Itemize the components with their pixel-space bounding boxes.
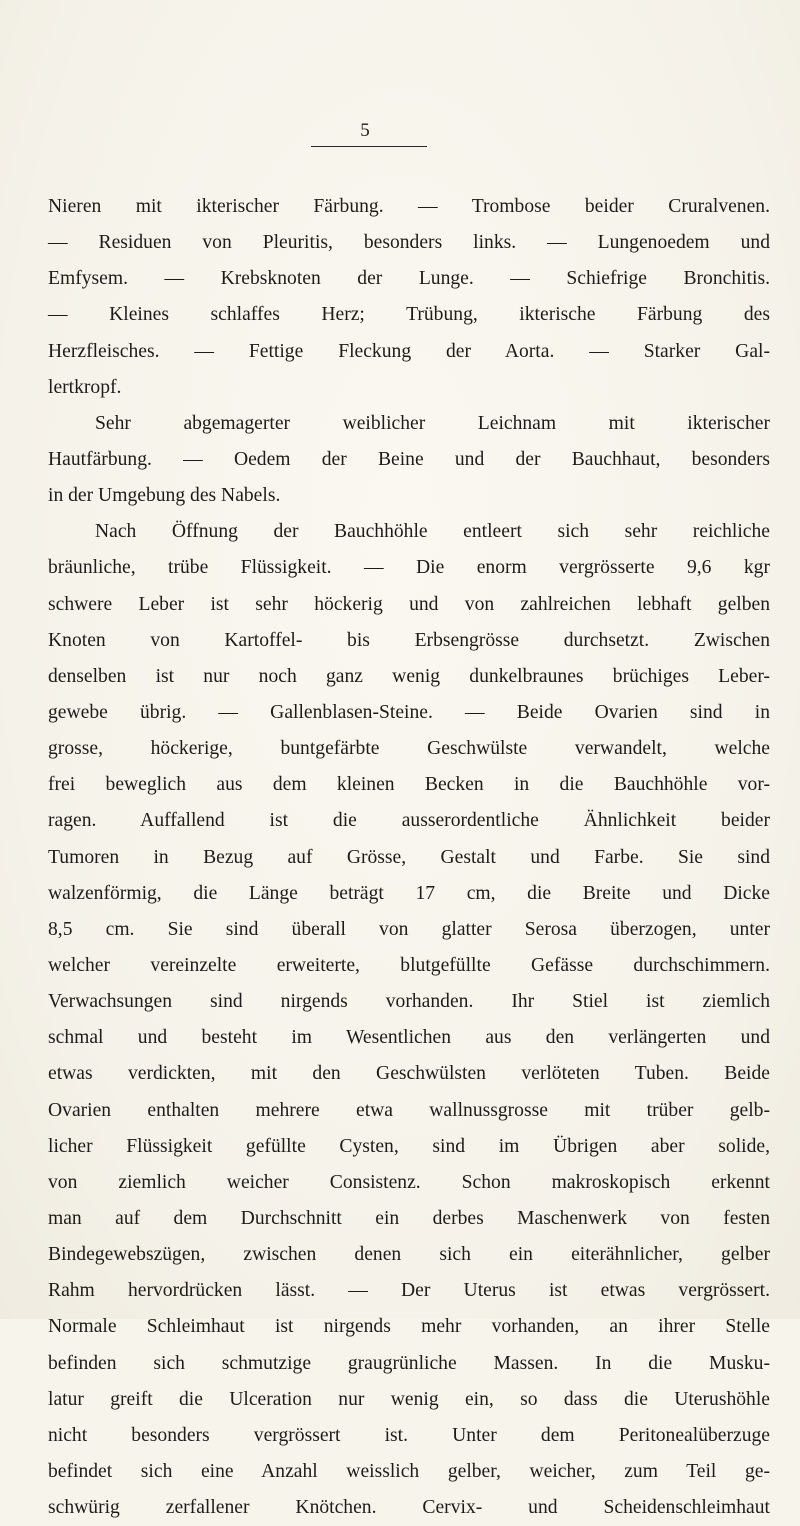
text-line: von ziemlich weicher Consistenz. Schon makroskopisch erkennt — [48, 1171, 770, 1193]
text-line: Normale Schleimhaut ist nirgends mehr vorhanden, an ihrer Stelle — [48, 1316, 770, 1338]
text-line: frei beweglich aus dem kleinen Becken in die Bauchhöhle vor- — [48, 774, 770, 796]
text-line: denselben ist nur noch ganz wenig dunkelbraunes brüchiges Leber- — [48, 665, 770, 687]
text-line: schwere Leber ist sehr höckerig und von zahlreichen lebhaft gelben — [48, 593, 770, 615]
text-line: Hautfärbung. — Oedem der Beine und der Bauchhaut, besonders — [48, 448, 770, 470]
header-rule — [311, 146, 427, 147]
text-line: Ovarien enthalten mehrere etwa wallnussgrosse mit trüber gelb- — [48, 1099, 770, 1121]
text-line: Sehr abgemagerter weiblicher Leichnam mit ikterischer — [95, 412, 770, 434]
text-line: walzenförmig, die Länge beträgt 17 cm, die Breite und Dicke — [48, 882, 770, 904]
page-number: 5 — [360, 120, 370, 141]
text-line: Nach Öffnung der Bauchhöhle entleert sich sehr reichliche — [95, 521, 770, 543]
body-text — [48, 189, 770, 1526]
text-line: Emfysem. — Krebsknoten der Lunge. — Schiefrige Bronchitis. — [48, 268, 770, 290]
paragraph — [48, 406, 770, 514]
text-line: befinden sich schmutzige graugrünliche Massen. In die Musku- — [48, 1352, 770, 1374]
paragraph — [48, 189, 770, 406]
text-line: schmal und besteht im Wesentlichen aus den verlängerten und — [48, 1027, 770, 1049]
text-line: Nieren mit ikterischer Färbung. — Trombose beider Cruralvenen. — [48, 196, 770, 217]
text-line: Rahm hervordrücken lässt. — Der Uterus ist etwas vergrössert. — [48, 1280, 770, 1302]
text-line: grosse, höckerige, buntgefärbte Geschwülste verwandelt, welche — [48, 738, 770, 760]
text-line: gewebe übrig. — Gallenblasen-Steine. — Beide Ovarien sind in — [48, 701, 770, 723]
text-line: — Residuen von Pleuritis, besonders links. — Lungenoedem und — [48, 232, 770, 254]
text-line: etwas verdickten, mit den Geschwülsten verlöteten Tuben. Beide — [48, 1063, 770, 1085]
text-line: lertkropf. — [48, 376, 122, 398]
paragraph — [48, 514, 770, 1526]
text-line: nicht besonders vergrössert ist. Unter dem Peritonealüberzuge — [48, 1424, 770, 1446]
text-line: bräunliche, trübe Flüssigkeit. — Die enorm vergrösserte 9,6 kgr — [48, 557, 770, 579]
text-line: Herzfleisches. — Fettige Fleckung der Aorta. — Starker Gal- — [48, 340, 770, 362]
text-line: man auf dem Durchschnitt ein derbes Maschenwerk von festen — [48, 1207, 770, 1229]
text-line: ragen. Auffallend ist die ausserordentliche Ähnlichkeit beider — [48, 810, 770, 832]
text-line: 8,5 cm. Sie sind überall von glatter Serosa überzogen, unter — [48, 918, 770, 940]
text-line: Tumoren in Bezug auf Grösse, Gestalt und Farbe. Sie sind — [48, 846, 770, 868]
text-line: welcher vereinzelte erweiterte, blutgefüllte Gefässe durchschimmern. — [48, 954, 770, 976]
text-line: latur greift die Ulceration nur wenig ein, so dass die Uterushöhle — [48, 1388, 770, 1410]
text-line: schwürig zerfallener Knötchen. Cervix- und Scheidenschleimhaut — [48, 1497, 770, 1519]
text-line: in der Umgebung des Nabels. — [48, 485, 281, 507]
text-line: Verwachsungen sind nirgends vorhanden. Ihr Stiel ist ziemlich — [48, 991, 770, 1013]
text-line: Knoten von Kartoffel- bis Erbsengrösse durchsetzt. Zwischen — [48, 629, 770, 651]
text-line: Bindegewebszügen, zwischen denen sich ein eiterähnlicher, gelber — [48, 1244, 770, 1266]
text-line: licher Flüssigkeit gefüllte Cysten, sind im Übrigen aber solide, — [48, 1135, 770, 1157]
text-line: — Kleines schlaffes Herz; Trübung, ikterische Färbung des — [48, 304, 770, 326]
text-line: befindet sich eine Anzahl weisslich gelber, weicher, zum Teil ge- — [48, 1460, 770, 1482]
